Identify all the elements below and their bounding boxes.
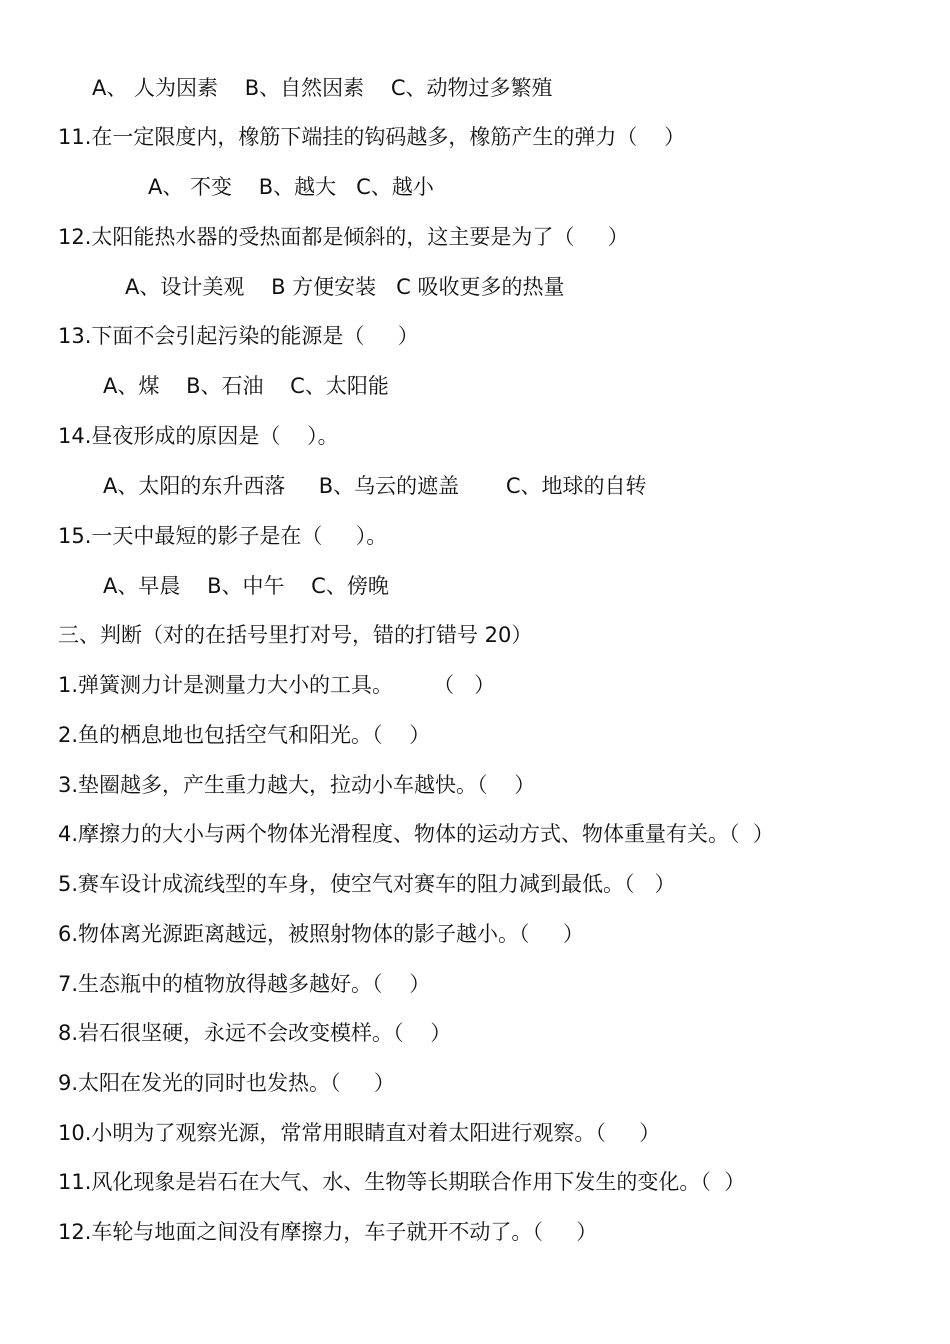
q14-question: 14.昼夜形成的原因是（ ）。 [58, 424, 339, 448]
judgment-6: 6.物体离光源距离越远，被照射物体的影子越小。（ ） [58, 922, 584, 946]
judgment-7: 7.生态瓶中的植物放得越多越好。（ ） [58, 972, 431, 996]
q15-options: A、早晨 B、中午 C、傍晚 [103, 574, 389, 598]
q14-options: A、太阳的东升西落 B、乌云的遮盖 C、地球的自转 [103, 474, 647, 498]
q11-question: 11.在一定限度内，橡筋下端挂的钩码越多，橡筋产生的弹力（ ） [58, 125, 686, 149]
q15-question: 15.一天中最短的影子是在（ ）。 [58, 524, 388, 548]
judgment-11: 11.风化现象是岩石在大气、水、生物等长期联合作用下发生的变化。（ ） [58, 1170, 746, 1194]
judgment-2: 2.鱼的栖息地也包括空气和阳光。（ ） [58, 723, 431, 747]
judgment-5: 5.赛车设计成流线型的车身，使空气对赛车的阻力减到最低。（ ） [58, 872, 676, 896]
section3-heading: 三、判断（对的在括号里打对号，错的打错号 20） [58, 623, 533, 647]
q13-question: 13.下面不会引起污染的能源是（ ） [58, 324, 419, 348]
judgment-12: 12.车轮与地面之间没有摩擦力，车子就开不动了。（ ） [58, 1220, 598, 1244]
q11-options: A、 不变 B、越大 C、越小 [148, 175, 434, 199]
judgment-8: 8.岩石很坚硬，永远不会改变模样。（ ） [58, 1021, 452, 1045]
judgment-1: 1.弹簧测力计是测量力大小的工具。 （ ） [58, 673, 496, 697]
q10-options: A、 人为因素 B、自然因素 C、动物过多繁殖 [92, 76, 553, 100]
q13-options: A、煤 B、石油 C、太阳能 [103, 374, 389, 398]
q12-question: 12.太阳能热水器的受热面都是倾斜的，这主要是为了（ ） [58, 225, 629, 249]
judgment-10: 10.小明为了观察光源，常常用眼睛直对着太阳进行观察。（ ） [58, 1121, 661, 1145]
judgment-3: 3.垫圈越多，产生重力越大，拉动小车越快。（ ） [58, 773, 536, 797]
judgment-4: 4.摩擦力的大小与两个物体光滑程度、物体的运动方式、物体重量有关。（ ） [58, 822, 774, 846]
q12-options: A、设计美观 B 方便安装 C 吸收更多的热量 [125, 275, 565, 299]
judgment-9: 9.太阳在发光的同时也发热。（ ） [58, 1071, 395, 1095]
